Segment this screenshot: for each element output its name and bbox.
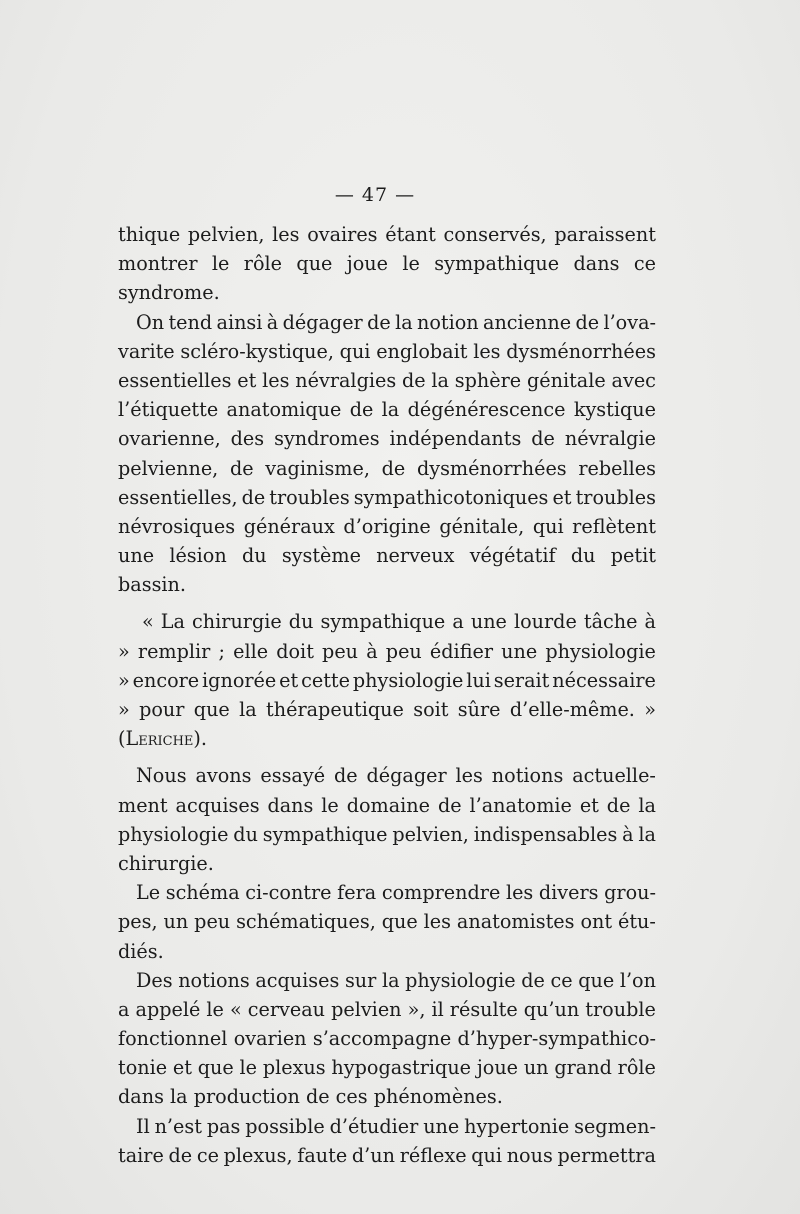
paragraph <box>118 966 656 1112</box>
paragraph <box>118 1112 656 1170</box>
paragraph <box>118 308 656 600</box>
quote-line: « La chirurgie du sympathique a une lourde tâche à <box>142 610 656 634</box>
paragraph <box>118 878 656 966</box>
text-line: une lésion du système nerveux végétatif du petit <box>118 544 656 568</box>
text-line: Il n’est pas possible d’étudier une hypertonie segmen- <box>136 1114 656 1138</box>
quote-line: » encore ignorée et cette physiologie lui serait nécessaire <box>118 668 656 692</box>
text-line: essentielles et les névralgies de la sphère génitale avec <box>118 368 656 392</box>
quote-attribution: (Leriche). <box>118 727 207 751</box>
text-line: thique pelvien, les ovaires étant conservés, paraissent <box>118 223 656 246</box>
quote-line: » pour que la thérapeutique soit sûre d’elle-même. » <box>118 698 656 721</box>
text-line: taire de ce plexus, faute d’un réflexe qui nous permettra <box>118 1143 656 1167</box>
paragraph <box>118 761 656 878</box>
text-line: On tend ainsi à dégager de la notion ancienne de l’ova- <box>136 310 656 334</box>
text-line: pes, un peu schématiques, que les anatomistes ont étu- <box>118 910 656 934</box>
paragraph <box>118 220 656 308</box>
text-line: syndrome. <box>118 281 220 305</box>
text-line: Des notions acquises sur la physiologie de ce que l’on <box>136 968 656 992</box>
text-line: fonctionnel ovarien s’accompagne d’hyper-sympathico- <box>118 1027 656 1051</box>
text-line: bassin. <box>118 573 187 597</box>
text-line: ment acquises dans le domaine de l’anatomie et de la <box>118 793 656 817</box>
text-line: l’étiquette anatomique de la dégénérescence kystique <box>118 398 656 422</box>
text-line: tonie et que le plexus hypogastrique joue un grand rôle <box>118 1056 656 1080</box>
text-line: chirurgie. <box>118 851 214 875</box>
quotation <box>118 607 656 753</box>
text-line: physiologie du sympathique pelvien, indispensables à la <box>118 822 656 846</box>
text-line: pelvienne, de vaginisme, de dysménorrhées rebelles <box>118 456 656 480</box>
page-number: — 47 — <box>334 184 416 206</box>
text-line: essentielles, de troubles sympathicotoniques et troubles <box>118 485 656 509</box>
text-line: montrer le rôle que joue le sympathique dans ce <box>118 252 656 276</box>
text-line: Nous avons essayé de dégager les notions actuelle- <box>136 764 656 788</box>
text-line: névrosiques généraux d’origine génitale, qui reflètent <box>118 514 656 538</box>
body-text <box>118 220 656 1170</box>
text-line: diés. <box>118 939 164 963</box>
text-line: varite scléro-kystique, qui englobait les dysménorrhées <box>118 339 656 363</box>
text-line: Le schéma ci-contre fera comprendre les divers grou- <box>136 881 656 905</box>
text-line: dans la production de ces phénomènes. <box>118 1085 503 1109</box>
text-line: ovarienne, des syndromes indépendants de névralgie <box>118 427 656 451</box>
quote-line: » remplir ; elle doit peu à peu édifier une physiologie <box>118 639 656 663</box>
text-line: a appelé le « cerveau pelvien », il résulte qu’un trouble <box>118 997 656 1021</box>
